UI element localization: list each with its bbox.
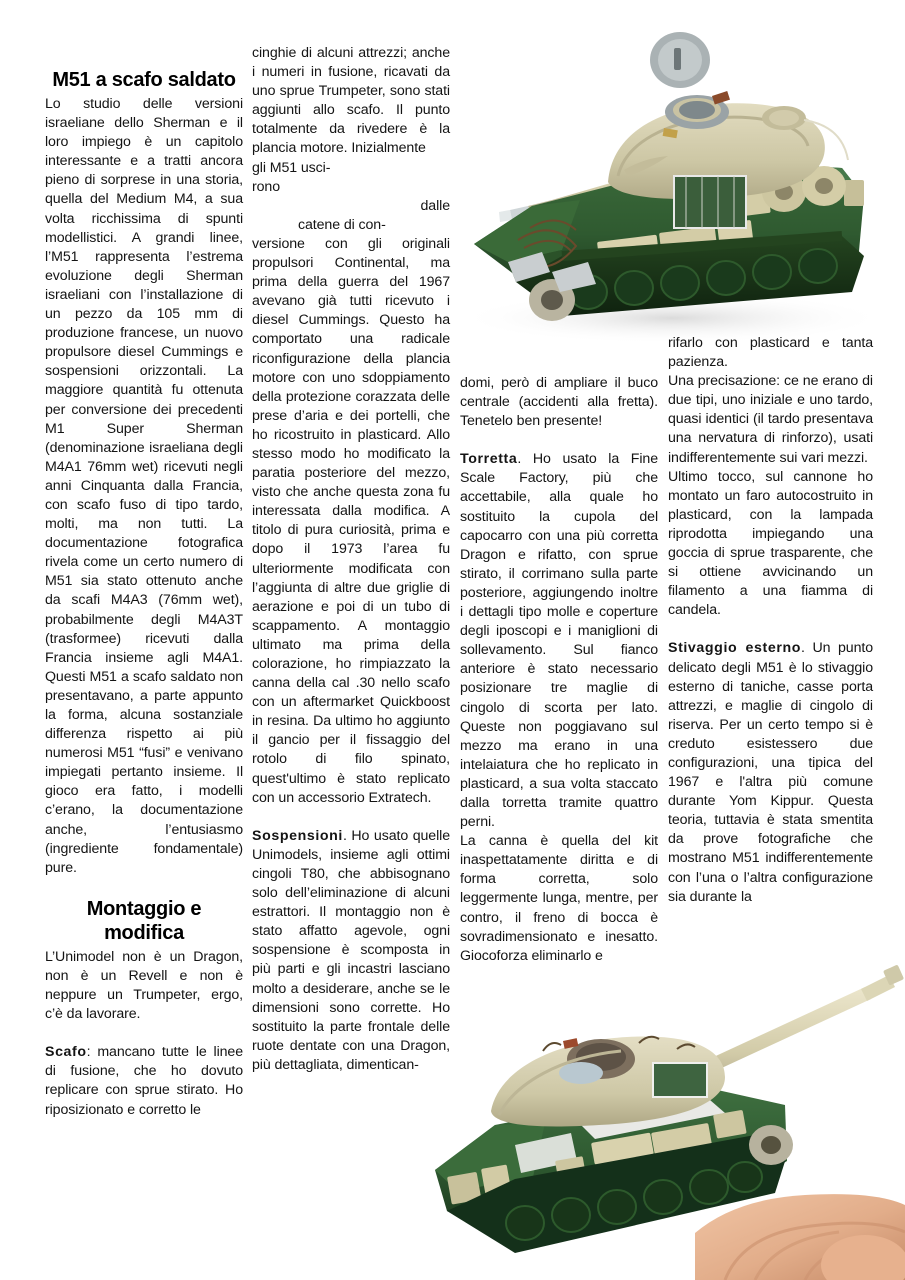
runin-heading-stivaggio: Stivaggio esterno xyxy=(668,640,802,657)
runin-heading-scafo: Scafo xyxy=(45,1044,87,1061)
text-column-2 xyxy=(252,44,450,1075)
spacer xyxy=(45,1024,243,1043)
col4-paragraph-4-body: . Un punto delicato degli M51 è lo stivaggio esterno di taniche, casse porta attrezzi, e maglie di cingolo di riserva. Per un certo tempo si è creduto esistessero due configurazioni, una tipica del 1967 e l'altra più comune durante Yom Kippur. Questa teoria, tuttavia è stata smentita da prove fotografiche che mostrano M51 indifferentemente con l’una o l’altra configurazione sia durante la xyxy=(668,640,874,905)
section-heading-montaggio: Montaggio e modifica xyxy=(86,897,202,944)
drive-sprocket xyxy=(749,1125,793,1165)
col2-paragraph-2-body: . Ho usato quelle Unimodels, insieme agli ottimi cingoli T80, che abbisognano solo dell’eliminazione di alcuni estrattori. Il montaggio non è stato affatto agevole, ogni sospensione è scomposta in più parti e gli incastri lasciano molto a desiderare, anche se le dimensioni sono corrette. Ho sostituito la parte frontale delle ruote dentate con una Dragon, più dettagliata, dimentican- xyxy=(252,827,450,1073)
text-column-4 xyxy=(668,334,873,907)
col2-paragraph-1c: rono xyxy=(252,178,280,195)
tank-top-illustration xyxy=(412,0,905,345)
col1-paragraph-3-body: : mancano tutte le linee di fusione, che ho dovuto replicare con sprue stirato. Ho riposizionato e corretto le xyxy=(45,1044,243,1118)
col2-paragraph-1a: cinghie di alcuni attrezzi; anche i numeri in fusione, ricavati da uno sprue Trumpeter, sono stati aggiunti allo scafo. Il punto totalmente da rivedere è la plancia motore. Inizialmente xyxy=(252,45,450,157)
col1-paragraph-1: Lo studio delle versioni israeliane dello Sherman e il loro impiego è un capitolo interessante e a tratti ancora pieno di sorprese in una storia, quella del Medium M4, a sua volta ricchissima di spunti modellistici. A grandi linee, l’M51 rappresenta l’estrema evoluzione degli Sherman israeliani con l’installazione di un pezzo da 105 mm di produzione francese, un nuovo propulsore diesel Cummings e sospensioni orizzontali. La maggiore quantità fu ottenuta per conversione dei precedenti M1 Super Sherman (denominazione israeliana degli M4A1 76mm wet) ricevuti negli anni Cinquanta dalla Francia, con scafo fuso di tipo tardo, molti, ma non tutti. La documentazione fotografica rivela come un certo numero di M51 sia stato ottenuto anche da scafi M4A3 (76mm wet), probabilmente degli M4A3T (trasformee) ricevuti dalla Francia insieme agli M4A1. Questi M51 a scafo saldato non presentavano, a parte appunto la forma, alcuna sostanziale differenza rispetto ai più numerosi M51 “fusi” e venivano impiegati pertanto insieme. Il gioco era fatto, i modelli c’erano, la documentazione anche, l’entusiasmo (ingrediente fondamentale) pure. xyxy=(45,96,243,876)
tank-bottom-illustration xyxy=(395,965,905,1280)
spacer xyxy=(252,808,450,827)
col4-paragraph-1: rifarlo con plasticard e tanta pazienza. xyxy=(668,335,873,371)
runin-heading-torretta: Torretta xyxy=(460,451,518,468)
col2-paragraph-1b: gli M51 usci- xyxy=(252,159,331,176)
col2-paragraph-1f: versione con gli originali propulsori Continental, ma prima della guerra del 1967 avevano già tutti ricevuto i diesel Cummings. Questo ha comportato una radicale riconfigurazione della plancia motore con uno sdoppiamento della protezione corazzata delle prese d’aria e dei portelli, che ho ricostruito in plasticard. Allo stesso modo ho modificato la paratia posteriore del mezzo, visto che anche questa zona fu interessata dalla modifica. A titolo di pura curiosità, prima e dopo il 1973 l’area fu ulteriormente modificata con l’aggiunta di altre due griglie di aerazione e poi di un tubo di scappamento. A montaggio ultimato ma prima della colorazione, ho rimpiazzato la canna della cal .30 nello scafo con un aftermarket Quickboost in resina. Da ultimo ho aggiunto il gancio per il fissaggio del rotolo di filo spinato, quest'ultimo è stato replicato con un accessorio Extratech. xyxy=(252,235,450,806)
col3-paragraph-2 xyxy=(460,450,658,832)
col2-paragraph-1d: dalle xyxy=(420,197,450,214)
tank-model-in-hand-photo xyxy=(395,965,905,1280)
spacer xyxy=(668,620,873,639)
col2-paragraph-2 xyxy=(252,827,450,1075)
col3-paragraph-3: La canna è quella del kit inaspettatamente diritta e di forma corretta, solo leggermente lunga, mentre, per contro, il freno di bocca è sovradimensionato e inesatto. Giocoforza eliminarlo e xyxy=(460,833,658,964)
col2-paragraph-1e: catene di con- xyxy=(298,216,386,233)
runin-heading-sospensioni: Sospensioni xyxy=(252,827,343,844)
col4-paragraph-3: Ultimo tocco, sul cannone ho montato un faro autocostruito in plasticard, con la lampada riprodotta impiegando una goccia di sprue trasparente, che si ottiene avvicinando un filamento a una fiamma di candela. xyxy=(668,468,873,619)
tank-model-photo-top xyxy=(412,0,905,345)
text-column-3 xyxy=(460,374,658,966)
col3-paragraph-1: domi, però di ampliare il buco centrale (accidenti alla fretta). Tenetelo ben presente! xyxy=(460,375,658,430)
col4-paragraph-4 xyxy=(668,639,873,906)
col1-paragraph-3 xyxy=(45,1043,243,1119)
text-column-1 xyxy=(45,68,243,1120)
spacer xyxy=(460,431,658,450)
spacer xyxy=(45,878,243,897)
article-title: M51 a scafo saldato xyxy=(52,69,236,91)
col3-paragraph-2-body: . Ho usato la Fine Scale Factory, più che accettabile, alla quale ho sostituito la cupola del capocarro con una più corretta Dragon e rifatto, con sprue stirato, il corrimano sulla parte posteriore, aggiungendo inoltre i dettagli tipo molle e coperture degli iposcopi e i maniglioni di sollevamento. Sul fianco anteriore è stato necessario posizionare tre maglie di cingolo di scorta per lato. Queste non poggiavano sul mezzo ma erano in una intelaiatura che ho replicato in plasticard, a sua volta staccato dalla torretta tramite quattro perni. xyxy=(460,451,658,831)
col1-paragraph-2: L’Unimodel non è un Dragon, non è un Revell e non è neppure un Trumpeter, ergo, c’è da lavorare. xyxy=(45,948,243,1023)
col4-paragraph-2: Una precisazione: ce ne erano di due tipi, uno iniziale e uno tardo, quasi identici (il tardo presentava una nervatura di rinforzo), usati indifferentemente sui vari mezzi. xyxy=(668,373,873,466)
